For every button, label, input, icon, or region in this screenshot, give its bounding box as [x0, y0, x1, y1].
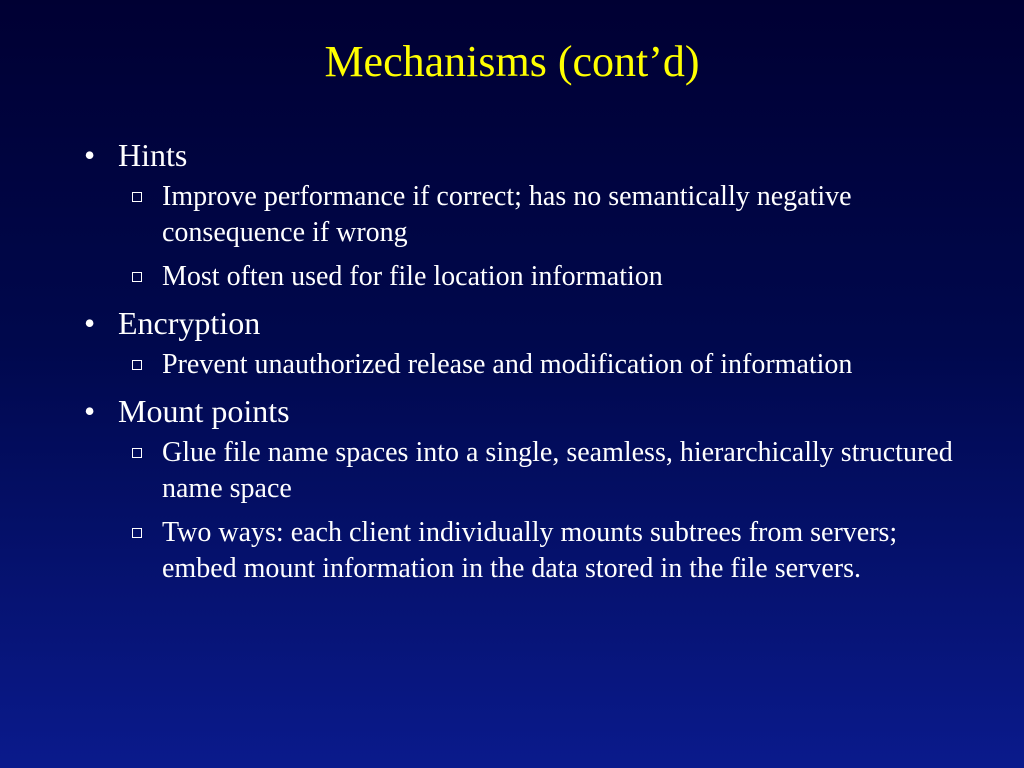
sub-bullet — [118, 515, 960, 587]
sub-bullet-text: Most often used for file location information — [162, 261, 663, 292]
sub-bullet-text: Glue file name spaces into a single, seamless, hierarchically structured name space — [162, 437, 953, 504]
bullet-list — [80, 135, 960, 595]
bullet-mount-points — [80, 391, 960, 587]
sub-bullet-text: Two ways: each client individually mounts subtrees from servers; embed mount information in the data stored in the file servers. — [162, 517, 898, 584]
hollow-square-icon — [132, 448, 142, 458]
bullet-dot-icon: • — [84, 393, 96, 429]
bullet-dot-icon: • — [84, 137, 96, 173]
bullet-text: Mount points — [118, 393, 290, 429]
bullet-dot-icon: • — [84, 305, 96, 341]
hollow-square-icon — [132, 272, 142, 282]
sub-list — [118, 179, 960, 295]
sub-bullet — [118, 179, 960, 251]
sub-list — [118, 347, 960, 383]
hollow-square-icon — [132, 360, 142, 370]
slide-title: Mechanisms (cont’d) — [324, 37, 700, 86]
hollow-square-icon — [132, 528, 142, 538]
sub-bullet — [118, 259, 960, 295]
sub-bullet-text: Prevent unauthorized release and modification of information — [162, 349, 853, 380]
sub-bullet-text: Improve performance if correct; has no semantically negative consequence if wrong — [162, 181, 852, 248]
bullet-hints — [80, 135, 960, 295]
sub-bullet — [118, 435, 960, 507]
sub-list — [118, 435, 960, 587]
bullet-encryption — [80, 303, 960, 383]
hollow-square-icon — [132, 192, 142, 202]
bullet-text: Hints — [118, 137, 188, 173]
bullet-text: Encryption — [118, 305, 261, 341]
sub-bullet — [118, 347, 960, 383]
